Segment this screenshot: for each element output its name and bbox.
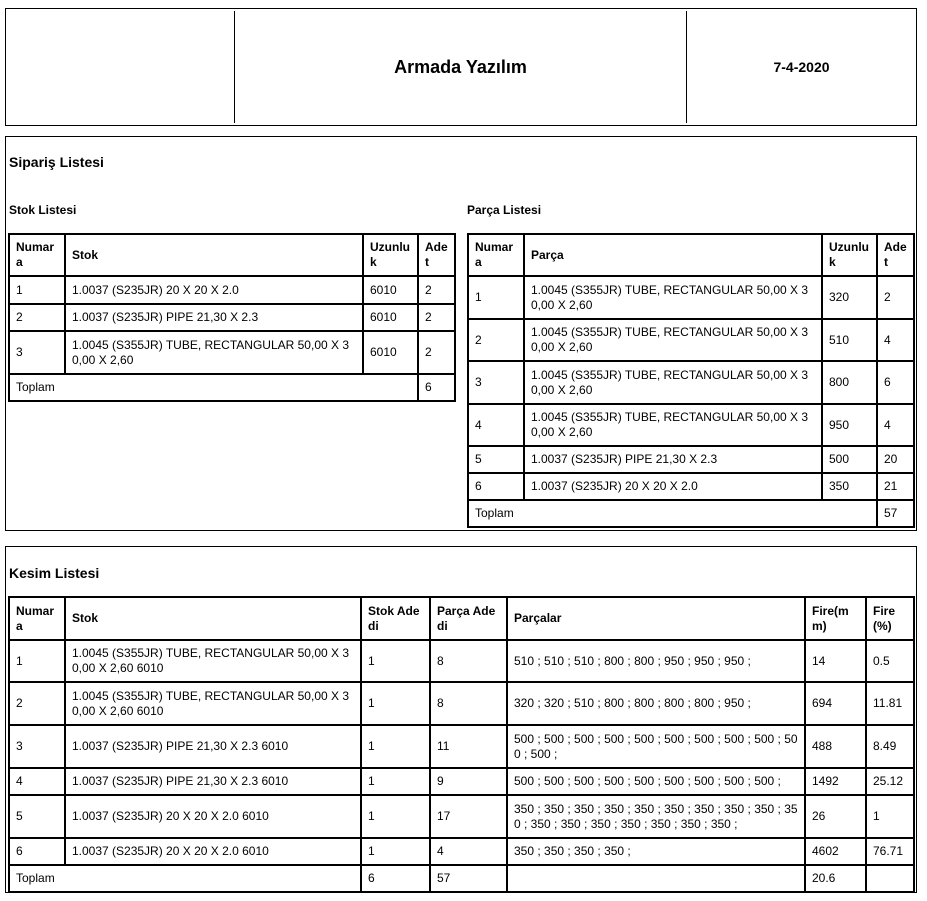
part-list-title: Parça Listesi [467,203,542,217]
col-header: Stok [65,597,361,640]
cell: 1 [866,795,914,838]
cell: 6 [468,473,524,500]
cell: 1.0037 (S235JR) 20 X 20 X 2.0 6010 [65,795,361,838]
cell: 4602 [805,838,866,865]
total-value: 6 [418,374,455,401]
cell: 9 [430,768,507,795]
cell: 4 [877,319,914,361]
total-label: Toplam [468,500,877,527]
table-row [468,361,914,404]
cell: 14 [805,640,866,682]
col-header: Adet [877,234,914,276]
cell: 1 [361,682,430,725]
cell: 21 [877,473,914,500]
cell: 1 [361,640,430,682]
table-row [9,331,455,374]
cutting-list-section [5,546,917,893]
company-name: Armada Yazılım [235,11,687,123]
table-row [468,276,914,319]
table-row [9,640,914,682]
table-total-row [9,374,455,401]
cell: 2 [9,682,65,725]
cell: 2 [418,276,455,304]
col-header: Adet [418,234,455,276]
cell: 4 [9,768,65,795]
cell: 6 [877,361,914,404]
table-row [468,404,914,446]
table-row [9,276,455,304]
total-empty [507,865,805,892]
cell: 1 [361,838,430,865]
cell: 1.0037 (S235JR) 20 X 20 X 2.0 [524,473,822,500]
cell: 1 [361,725,430,768]
cell: 25.12 [866,768,914,795]
logo-area [6,11,235,123]
col-header: Numara [9,597,65,640]
col-header: Numara [9,234,65,276]
cell: 6010 [363,304,418,331]
cutting-table [8,596,915,893]
cell: 3 [9,331,65,374]
stock-list-title: Stok Listesi [9,203,77,217]
cell: 320 ; 320 ; 510 ; 800 ; 800 ; 800 ; 800 ; 950 ; [507,682,805,725]
col-header: Uzunluk [363,234,418,276]
cell: 3 [468,361,524,404]
cell: 510 ; 510 ; 510 ; 800 ; 800 ; 950 ; 950 ; 950 ; [507,640,805,682]
col-header: Fire (%) [866,597,914,640]
cell: 320 [822,276,877,319]
table-row [9,768,914,795]
cell: 1.0037 (S235JR) PIPE 21,30 X 2.3 6010 [65,725,361,768]
cell: 6010 [363,276,418,304]
cell: 1.0037 (S235JR) 20 X 20 X 2.0 6010 [65,838,361,865]
order-list-section [5,136,917,531]
cell: 1.0045 (S355JR) TUBE, RECTANGULAR 50,00 X 30,00 X 2,60 [524,319,822,361]
cutting-table-header [9,597,914,640]
stock-table-header [9,234,455,276]
cell: 1.0037 (S235JR) 20 X 20 X 2.0 [65,276,363,304]
cell: 2 [418,304,455,331]
col-header: Numara [468,234,524,276]
total-label: Toplam [9,374,418,401]
cell: 1.0045 (S355JR) TUBE, RECTANGULAR 50,00 X 30,00 X 2,60 6010 [65,640,361,682]
total-stock: 6 [361,865,430,892]
cell: 0.5 [866,640,914,682]
col-header: Parçalar [507,597,805,640]
cell: 2 [418,331,455,374]
cell: 1 [468,276,524,319]
report-date: 7-4-2020 [773,59,830,75]
cell: 1.0037 (S235JR) PIPE 21,30 X 2.3 [524,446,822,473]
total-label: Toplam [9,865,361,892]
table-row [9,304,455,331]
cell: 500 ; 500 ; 500 ; 500 ; 500 ; 500 ; 500 ; 500 ; 500 ; [507,768,805,795]
cell: 500 ; 500 ; 500 ; 500 ; 500 ; 500 ; 500 ; 500 ; 500 ; 500 ; 500 ; [507,725,805,768]
report-header [5,8,917,126]
cell: 1 [9,276,65,304]
total-fire: 20.6 [805,865,866,892]
cell: 350 ; 350 ; 350 ; 350 ; [507,838,805,865]
part-table-header [468,234,914,276]
col-header: Parça Adedi [430,597,507,640]
cell: 5 [9,795,65,838]
stock-table [8,233,456,402]
cell: 694 [805,682,866,725]
cell: 3 [9,725,65,768]
cell: 1.0045 (S355JR) TUBE, RECTANGULAR 50,00 X 30,00 X 2,60 [524,404,822,446]
part-table [467,233,915,528]
total-empty [866,865,914,892]
cell: 488 [805,725,866,768]
cell: 1.0037 (S235JR) PIPE 21,30 X 2.3 [65,304,363,331]
col-header: Stok Adedi [361,597,430,640]
cell: 1 [361,795,430,838]
table-row [468,446,914,473]
col-header: Parça [524,234,822,276]
total-parts: 57 [430,865,507,892]
table-row [9,682,914,725]
table-row [9,838,914,865]
cell: 17 [430,795,507,838]
table-total-row [9,865,914,892]
cell: 2 [468,319,524,361]
cell: 1.0045 (S355JR) TUBE, RECTANGULAR 50,00 X 30,00 X 2,60 [65,331,363,374]
cell: 500 [822,446,877,473]
cell: 1.0037 (S235JR) PIPE 21,30 X 2.3 6010 [65,768,361,795]
cell: 26 [805,795,866,838]
table-row [468,473,914,500]
cell: 4 [468,404,524,446]
cell: 4 [877,404,914,446]
cell: 8 [430,640,507,682]
cell: 8.49 [866,725,914,768]
cell: 1.0045 (S355JR) TUBE, RECTANGULAR 50,00 X 30,00 X 2,60 6010 [65,682,361,725]
cell: 76.71 [866,838,914,865]
cell: 5 [468,446,524,473]
total-value: 57 [877,500,914,527]
table-row [9,795,914,838]
table-row [9,725,914,768]
cell: 510 [822,319,877,361]
cell: 11.81 [866,682,914,725]
cell: 2 [877,276,914,319]
cell: 950 [822,404,877,446]
table-total-row [468,500,914,527]
cell: 8 [430,682,507,725]
cell: 2 [9,304,65,331]
cell: 350 [822,473,877,500]
cell: 6010 [363,331,418,374]
col-header: Stok [65,234,363,276]
cell: 1 [361,768,430,795]
cell: 800 [822,361,877,404]
cell: 1.0045 (S355JR) TUBE, RECTANGULAR 50,00 X 30,00 X 2,60 [524,276,822,319]
col-header: Fire(mm) [805,597,866,640]
cell: 1.0045 (S355JR) TUBE, RECTANGULAR 50,00 X 30,00 X 2,60 [524,361,822,404]
table-row [468,319,914,361]
cell: 4 [430,838,507,865]
order-list-title: Sipariş Listesi [9,154,104,170]
cell: 1492 [805,768,866,795]
col-header: Uzunluk [822,234,877,276]
cell: 1 [9,640,65,682]
cell: 11 [430,725,507,768]
cell: 20 [877,446,914,473]
cell: 6 [9,838,65,865]
cutting-list-title: Kesim Listesi [9,565,100,581]
cell: 350 ; 350 ; 350 ; 350 ; 350 ; 350 ; 350 ; 350 ; 350 ; 350 ; 350 ; 350 ; 350 ; 350 ; 350 ; 350 ; 350 ; [507,795,805,838]
